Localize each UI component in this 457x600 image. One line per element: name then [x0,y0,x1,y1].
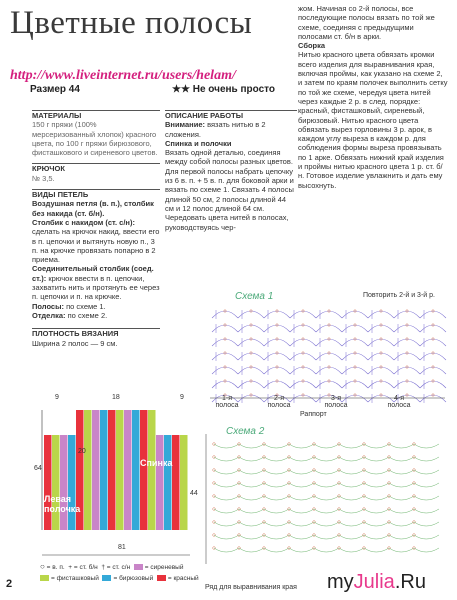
assembly-text: Нитью красного цвета обвязать кромки всего изделия для выравнивания края, включая проймы, как указано на схеме 2, и затем по краям полочек выполнить сетку по той же схеме, чередуя цвета нитей через каждые 2 р. в след. порядке: красный, фисташковый, сиреневый, бирюзовый. Нитью красного цвета обвязать вырез горловины 3 р. арок, в каждом углу выреза в каждом р. для соблюдения формы выреза провязывать по 1 арке. Обвязать нижний край изделия и проймы нитью красного цвета 1 р. ст. б/н. Готовое изделие увлажнить и дать ему высохнуть. [298,50,448,190]
legend-stsn: † = ст. с/н [101,564,131,571]
stripe-pattern-chart [30,395,200,560]
rapport-label: Раппорт [300,411,327,418]
difficulty-stars: ★★ [172,84,190,95]
legend-turquoise: = бирюзовый [102,575,153,582]
stitch-item: Отделка: по схеме 2. [32,310,108,320]
stitch-item: Столбик с накидом (ст. с/н): сделать на крючок накид, ввести его в п. цепочки и вытянуть новую п., 3 п. на крючке провязать попарно в 2 приема. [32,217,160,265]
density-heading: ПЛОТНОСТЬ ВЯЗАНИЯ [32,329,119,339]
stitch-item: Воздушная петля (в. п.), столбик без накида (ст. б/н). [32,199,154,218]
dim-right: 44 [190,490,198,497]
size-label: Размер 44 [30,84,80,95]
scheme-2-title: Схема 2 [226,426,265,437]
site-logo: myJulia.Ru [327,571,426,593]
materials-heading: МАТЕРИАЛЫ [32,111,82,120]
front-label: Левая полочка [44,494,81,514]
legend-vp: ○ = в. п. [40,562,65,571]
source-url-watermark: http://www.liveinternet.ru/users/helam/ [10,68,236,83]
stitches-heading: ВИДЫ ПЕТЕЛЬ [32,190,89,200]
assembly-heading: Сборка [298,41,326,51]
materials-text: 150 г пряжи (100% мерсеризованный хлопок) красного цвета, по 100 г пряжи бирюзового, фисташкового и сиреневого цветов. [32,120,158,158]
legend-pistachio: = фисташковый [40,575,99,582]
right-text-cont: жом. Начиная со 2-й полосы, все последующие полосы вязать по той же схеме, соединяя с предыдущими полосами ст. б/н в арки. [298,4,435,41]
dim-top-3: 9 [180,394,184,401]
hook-heading: КРЮЧОК [32,164,65,174]
legend-row-1 [40,562,183,571]
right-column [298,4,448,190]
legend-row-2 [40,575,199,582]
legend-stbn: + = ст. б/н [68,564,98,571]
strip-label-2: 2-я полоса [267,395,291,409]
density-text: Ширина 2 полос — 9 см. [32,338,118,348]
scheme-1-repeat-note: Повторить 2-й и 3-й р. [363,292,435,299]
page-title: Цветные полосы [10,5,253,41]
difficulty-label [172,84,275,95]
work-heading: ОПИСАНИЕ РАБОТЫ [165,111,244,120]
dim-top-1: 9 [55,394,59,401]
edge-row-note: Ряд для выравнивания края [205,584,297,591]
scheme-1-title: Схема 1 [235,291,274,302]
stitch-item: Соединительный столбик (соед. ст.): крючок ввести в п. цепочки, захватить нить и протянуть ее через п. цепочки и п. на крючке. [32,264,160,302]
dim-left: 64 [34,465,42,472]
scheme-2-diagram [200,424,450,572]
hook-text: № 3,5. [32,173,55,183]
dim-top-2: 18 [112,394,120,401]
back-label: Спинка [140,458,173,468]
dim-bottom: 81 [118,544,126,551]
left-column [32,110,160,348]
strip-label-3: 3-я полоса [324,395,348,409]
legend-red: = красный [157,575,199,582]
strip-label-1: 1-я полоса [215,395,239,409]
middle-column [165,110,297,232]
attention-note: Внимание: вязать нитью в 2 сложения. [165,120,266,139]
legend-lilac: = сиреневый [134,564,184,571]
difficulty-text: Не очень просто [192,84,276,95]
stitch-item: Полосы: по схеме 1. [32,301,106,311]
back-fronts-subheading: Спинка и полочки [165,138,232,148]
scheme-2-stitch-grid [206,434,439,564]
work-text: Вязать одной деталью, соединяя между собой полосы разных цветов. Для первой полосы набрать цепочку из 6 в. п. + 5 в. п. для боковой арки и вязать по схеме 1. Связать 4 полосы длиной 50 см, 2 полосы длиной 44 см и 12 полос длиной 64 см. Чередовать цвета нитей в полосах, руководствуясь чер- [165,148,294,232]
dim-mid: 20 [78,448,86,455]
scheme-1-stitch-grid [210,310,446,403]
page-number: 2 [6,578,13,590]
strip-label-4: 4-я полоса [387,395,411,409]
